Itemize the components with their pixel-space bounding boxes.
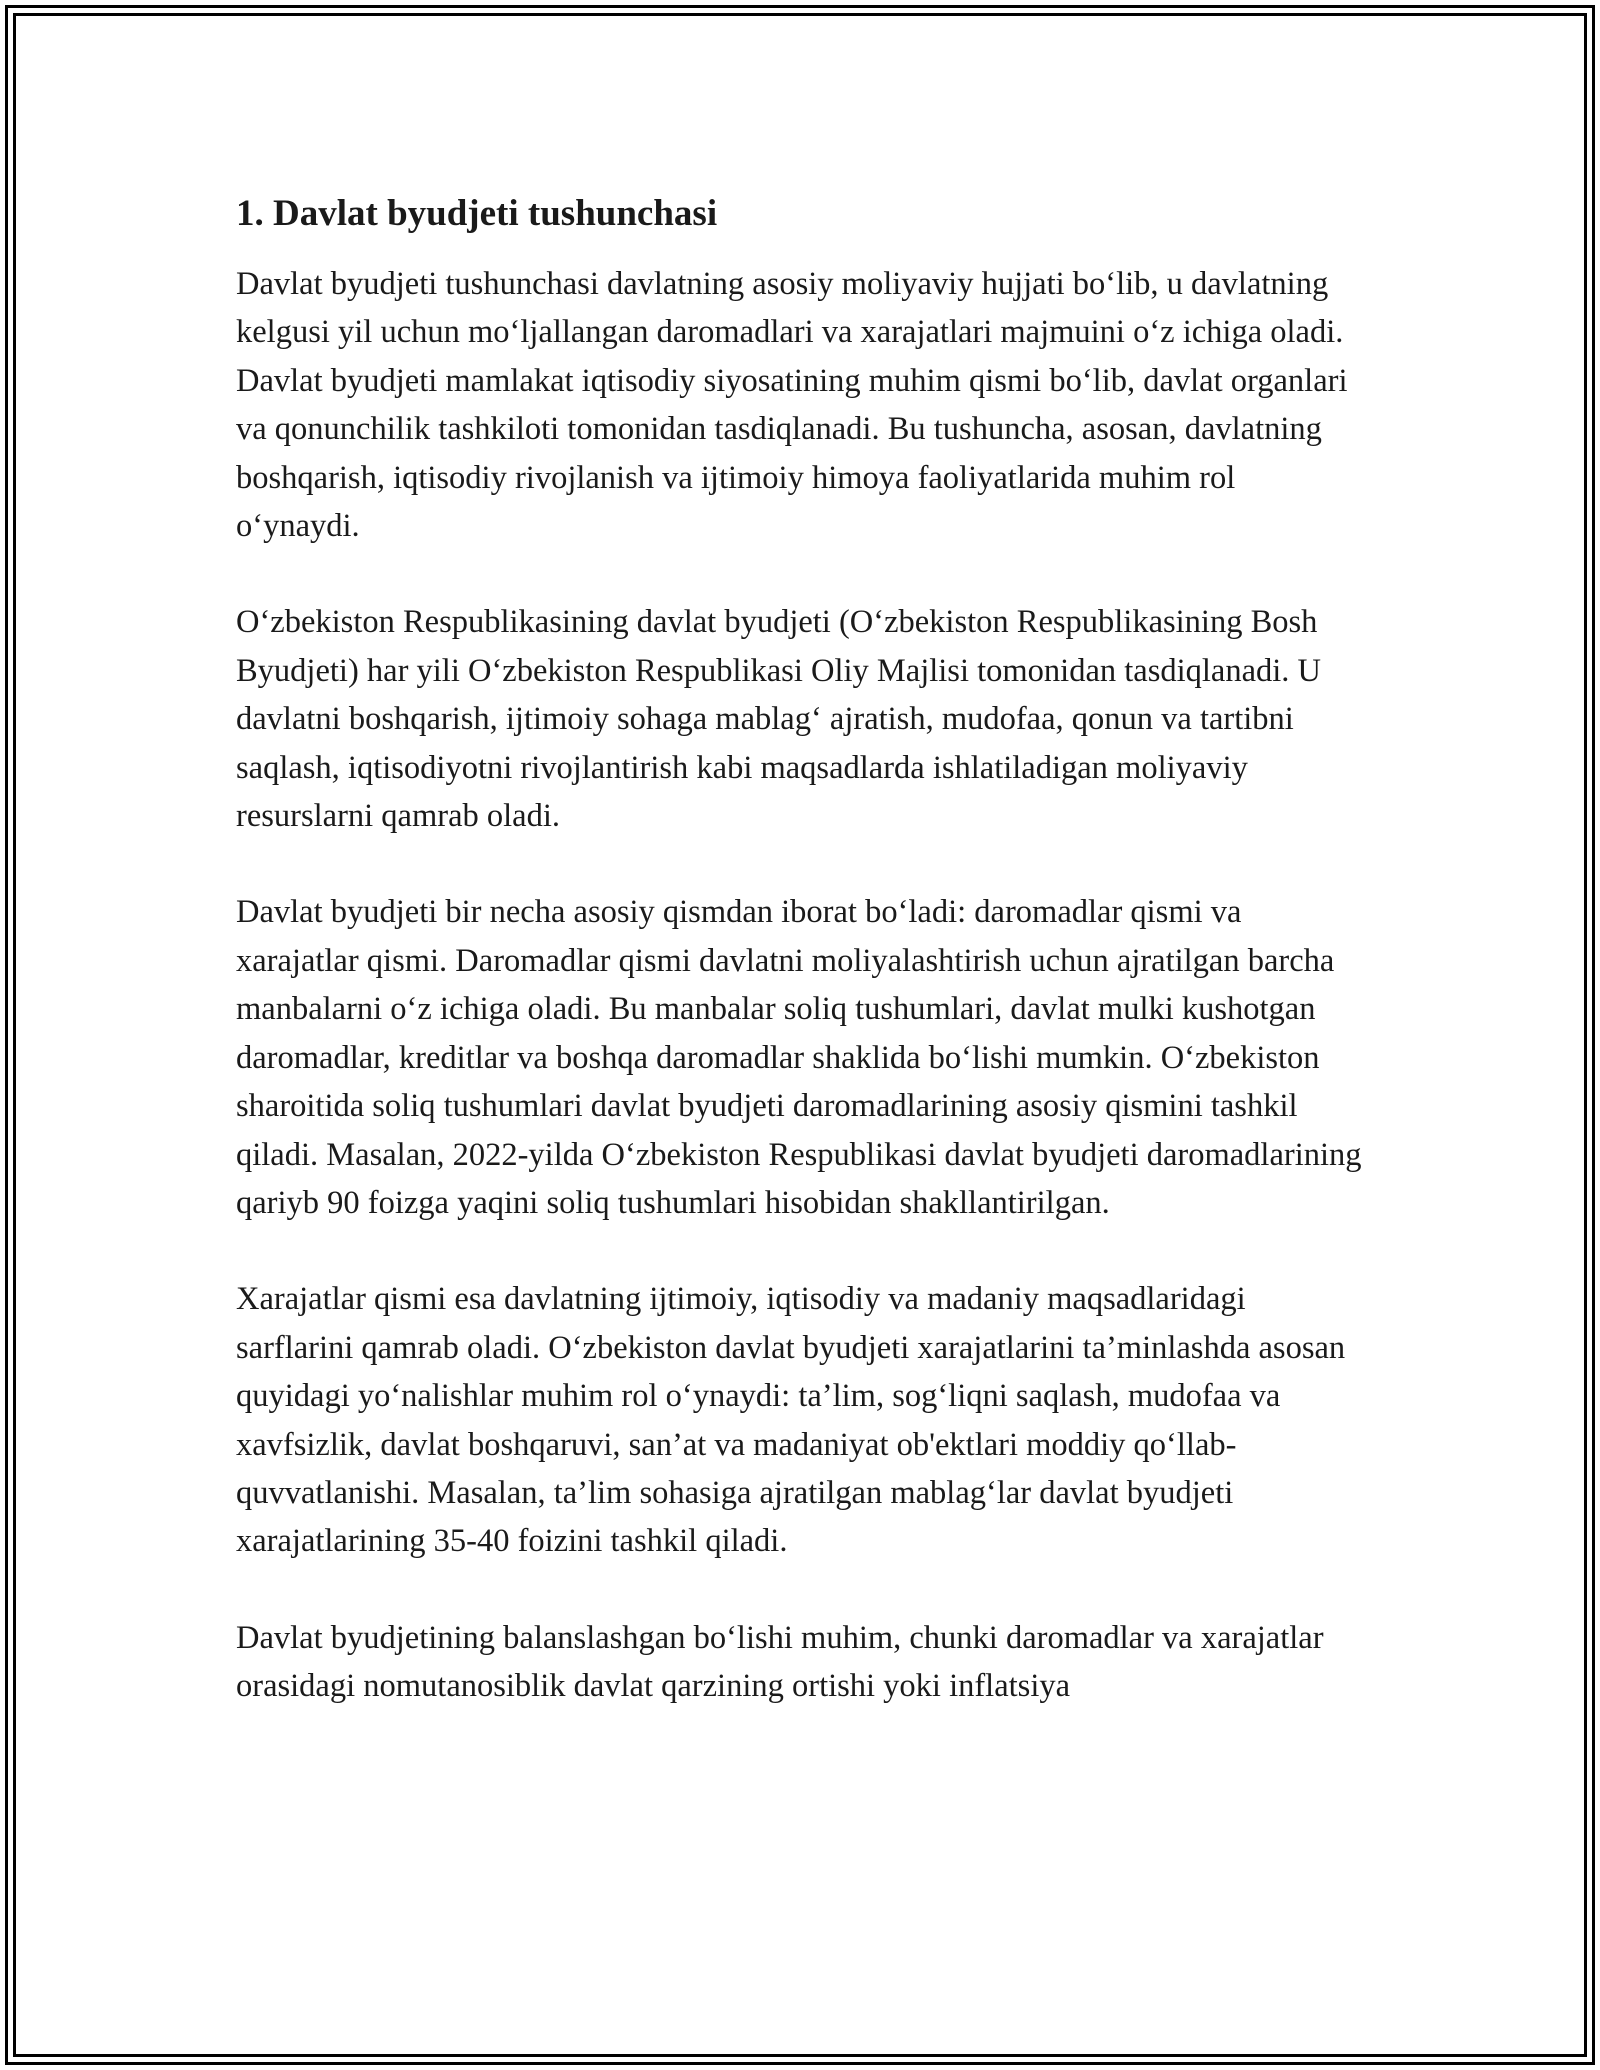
paragraph-budget-balance: Davlat byudjetining balanslashgan bo‘lishi muhim, chunki daromadlar va xarajatlar orasidagi nomutanosiblik davlat qarzining ortishi yoki inflatsiya bbox=[236, 1619, 1324, 1705]
page-title: 1. Davlat byudjeti tushunchasi bbox=[236, 193, 718, 234]
paragraph-budget-revenues: Davlat byudjeti bir necha asosiy qismdan iborat bo‘ladi: daromadlar qismi va xarajatlar qismi. Daromadlar qismi davlatni moliyalashtirish uchun ajratilgan barcha manbalarni o‘z ichiga oladi. Bu manbalar soliq tushumlari, davlat mulki kushotgan daromadlar, kreditlar va boshqa daromadlar shaklida bo‘lishi mumkin. O‘zbekiston sharoitida soliq tushumlari davlat byudjeti daromadlarining asosiy qismini tashkil qiladi. Masalan, 2022-yilda O‘zbekiston Respublikasi davlat byudjeti daromadlarining qariyb 90 foizga yaqini soliq tushumlari hisobidan shakllantirilgan. bbox=[236, 894, 1362, 1221]
paragraph-budget-definition: Davlat byudjeti tushunchasi davlatning asosiy moliyaviy hujjati bo‘lib, u davlatning kelgusi yil uchun mo‘ljallangan daromadlari va xarajatlari majmuini o‘z ichiga oladi. Davlat byudjeti mamlakat iqtisodiy siyosatining muhim qismi bo‘lib, davlat organlari va qonunchilik tashkiloti tomonidan tasdiqlanadi. Bu tushuncha, asosan, davlatning boshqarish, iqtisodiy rivojlanish va ijtimoiy himoya faoliyatlarida muhim rol o‘ynaydi. bbox=[236, 266, 1348, 545]
paragraph-uzbekistan-budget: O‘zbekiston Respublikasining davlat byudjeti (O‘zbekiston Respublikasining Bosh Byudjeti) har yili O‘zbekiston Respublikasi Oliy Majlisi tomonidan tasdiqlanadi. U davlatni boshqarish, ijtimoiy sohaga mablag‘ ajratish, mudofaa, qonun va tartibni saqlash, iqtisodiyotni rivojlantirish kabi maqsadlarda ishlatiladigan moliyaviy resurslarni qamrab oladi. bbox=[236, 604, 1322, 835]
paragraph-budget-expenditures: Xarajatlar qismi esa davlatning ijtimoiy, iqtisodiy va madaniy maqsadlaridagi sarflarini qamrab oladi. O‘zbekiston davlat byudjeti xarajatlarini ta’minlashda asosan quyidagi yo‘nalishlar muhim rol o‘ynaydi: ta’lim, sog‘liqni saqlash, mudofaa va xavfsizlik, davlat boshqaruvi, san’at va madaniyat ob'ektlari moddiy qo‘llab-quvvatlanishi. Masalan, ta’lim sohasiga ajratilgan mablag‘lar davlat byudjeti xarajatlarining 35-40 foizini tashkil qiladi. bbox=[236, 1281, 1346, 1560]
document-body bbox=[236, 188, 1366, 1759]
